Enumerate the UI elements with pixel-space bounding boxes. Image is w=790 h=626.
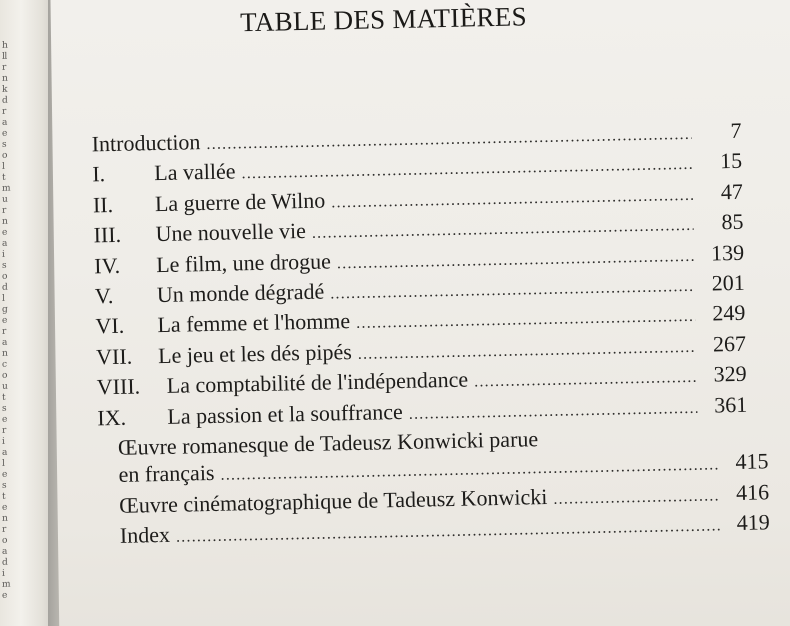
toc-entry-label: Index — [119, 522, 171, 549]
chapter-number: IX. — [97, 404, 127, 431]
toc-entry-label: La passion et la souffrance — [167, 398, 403, 429]
chapter-number: III. — [93, 222, 122, 248]
toc-entry-label: Une nouvelle vie — [155, 218, 307, 247]
toc-entry-label: La comptabilité de l'indépendance — [166, 366, 469, 399]
toc-entry-label: Introduction — [91, 129, 201, 157]
toc-entry-page: 329 — [713, 361, 747, 387]
toc-entry-label: La femme et l'homme — [157, 308, 351, 338]
toc-entry-page: 267 — [712, 330, 747, 357]
facing-page-text-fragment: h ll r n k d r a e s o l t m u r n e a i s o d l g e r a n c o u t s e r i a l e s t e n r o a d i m e — [2, 40, 11, 601]
toc-entry-page: 139 — [710, 239, 745, 266]
toc-entry-page: 7 — [730, 117, 742, 144]
dot-leader — [176, 513, 720, 552]
toc-entry-label: en français — [118, 460, 215, 488]
dot-leader — [474, 364, 697, 396]
chapter-number: II. — [92, 191, 114, 218]
page-title: TABLE DES MATIÈRES — [239, 1, 528, 38]
toc-entry-page: 415 — [735, 448, 769, 475]
chapter-number: I. — [92, 161, 106, 187]
toc-entry-label: La guerre de Wilno — [154, 187, 326, 216]
toc-entry-page: 201 — [711, 269, 745, 296]
toc-entry-page: 47 — [720, 178, 744, 205]
toc-entry-label: Œuvre cinématographique de Tadeusz Konwicki — [118, 483, 548, 518]
toc-entry-page: 85 — [721, 209, 744, 235]
chapter-number: VIII. — [96, 373, 141, 400]
toc-entry-label: Le jeu et les dés pipés — [157, 338, 352, 368]
chapter-number: IV. — [93, 252, 121, 279]
dot-leader — [553, 482, 719, 513]
toc-entry-label: La vallée — [154, 158, 236, 186]
chapter-number: VI. — [95, 313, 125, 339]
toc-list — [91, 117, 770, 553]
toc-entry-page: 361 — [713, 391, 748, 418]
toc-entry-page: 416 — [735, 479, 770, 505]
toc-entry-label: Un monde dégradé — [156, 278, 325, 308]
toc-entry-page: 249 — [712, 300, 746, 326]
chapter-number: V. — [94, 283, 114, 309]
toc-entry-page: 15 — [719, 148, 743, 174]
toc-entry-label: Le film, une drogue — [155, 248, 332, 277]
toc-entry-label: Œuvre romanesque de Tadeusz Konwicki parue — [117, 426, 539, 460]
chapter-number: VII. — [95, 343, 133, 370]
toc-entry-page: 419 — [736, 509, 770, 536]
